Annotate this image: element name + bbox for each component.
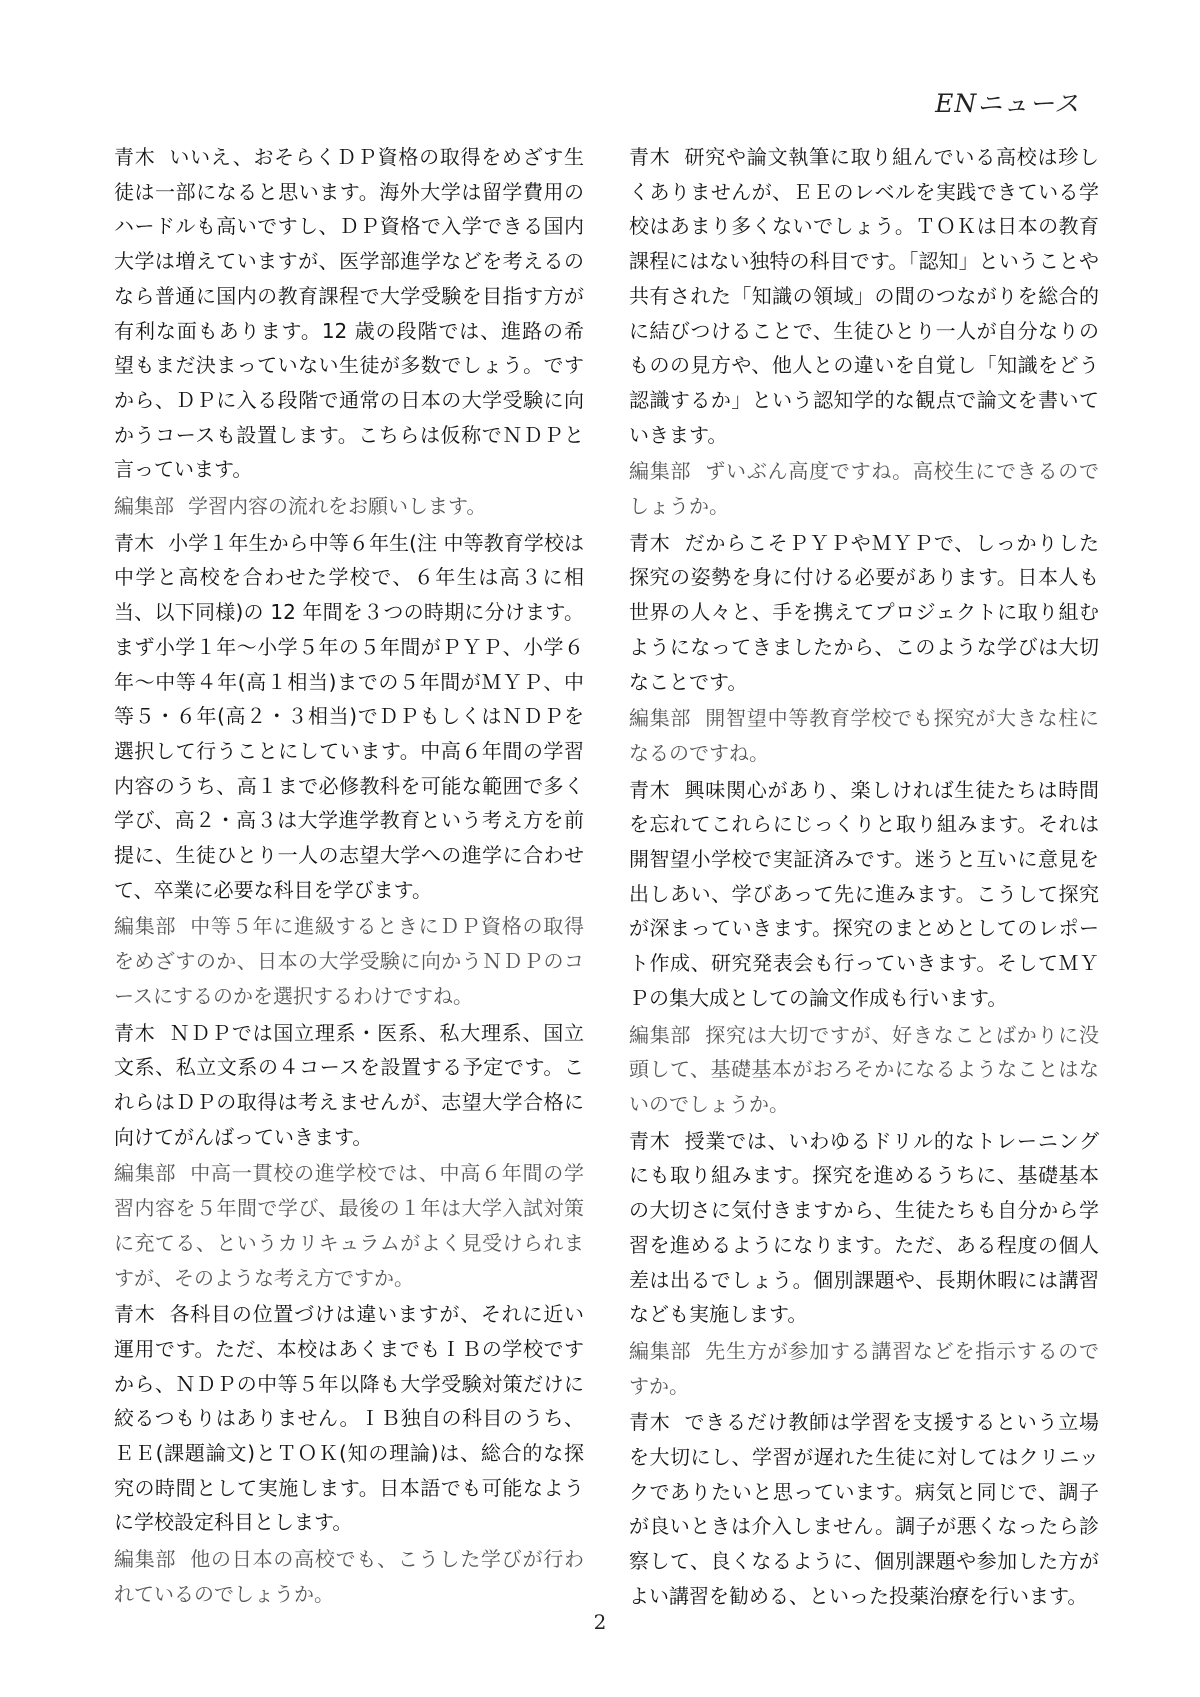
speaker-name: 編集部 [114, 494, 174, 519]
paragraph-text: 探究は大切ですが、好きなことばかりに没頭して、基礎基本がおろそかになるようなことはないのでしょうか。 [629, 1022, 1100, 1116]
left-column [114, 140, 584, 1614]
speaker-name: 青木 [629, 1410, 671, 1435]
interviewee-paragraph [114, 526, 584, 908]
paragraph-text: 授業では、いわゆるドリル的なトレーニングにも取り組みます。探究を進めるうちに、基礎基本の大切さに気付きますから、生徒たちも自分から学習を進めるようになります。ただ、ある程度の個人差は出るでしょう。個別課題や、長期休暇には講習なども実施します。 [629, 1128, 1099, 1327]
paragraph-text: 中高一貫校の進学校では、中高６年間の学習内容を５年間で学び、最後の１年は大学入試対策に充てる、というカリキュラムがよく見受けられますが、そのような考え方ですか。 [114, 1161, 585, 1290]
speaker-name: 編集部 [629, 1338, 692, 1363]
editor-question-paragraph [629, 1018, 1099, 1122]
speaker-name: 編集部 [629, 459, 692, 484]
interviewee-paragraph [114, 1016, 584, 1155]
paragraph-text: だからこそＰＹＰやＭＹＰで、しっかりした探究の姿勢を身に付ける必要があります。日本人も世界の人々と、手を携えてプロジェクトに取り組むようになってきましたから、このような学びは大切なことです。 [629, 530, 1099, 694]
speaker-name: 青木 [114, 1020, 156, 1045]
speaker-name: 青木 [629, 145, 671, 169]
paragraph-text: 各科目の位置づけは違いますが、それに近い運用です。ただ、本校はあくまでもＩＢの学校ですから、ＮＤＰの中等５年以降も大学受験対策だけに絞るつもりはありません。ＩＢ独自の科目のうち、ＥＥ(課題論文)とＴＯＫ(知の理論)は、総合的な探究の時間として実施します。日本語でも可能なように学校設定科目とします。 [114, 1302, 585, 1535]
paragraph-text: 小学１年生から中等６年生(注 中等教育学校は中学と高校を合わせた学校で、６年生は高３に相当、以下同様)の 12 年間を３つの時期に分けます。まず小学１年～小学５年の５年間がＰＹＰ、小学６年～中等４年(高１相当)までの５年間がＭＹＰ、中等５・６年(高２・３相当)でＤＰもしくはＮＤＰを選択して行うことにしています。中高６年間の学習内容のうち、高１まで必修教科を可能な範囲で多く学び、高２・高３は大学進学教育という考え方を前提に、生徒ひとり一人の志望大学への進学に合わせて、卒業に必要な科目を学びます。 [114, 530, 585, 902]
speaker-name: 編集部 [114, 1161, 177, 1186]
interviewee-paragraph [629, 140, 1099, 452]
interviewee-paragraph [114, 140, 584, 487]
paragraph-text: 中等５年に進級するときにＤＰ資格の取得をめざすのか、日本の大学受験に向かうＮＤＰのコースにするのかを選択するわけですね。 [114, 914, 585, 1008]
speaker-name: 編集部 [629, 1022, 692, 1047]
paragraph-text: 開智望中等教育学校でも探究が大きな柱になるのですね。 [629, 706, 1100, 765]
interviewee-paragraph [629, 1124, 1099, 1332]
editor-question-paragraph [629, 701, 1099, 770]
speaker-name: 編集部 [114, 914, 177, 939]
right-column [629, 140, 1099, 1616]
speaker-name: 青木 [629, 1128, 671, 1153]
speaker-name: 青木 [629, 777, 671, 802]
editor-question-paragraph [629, 454, 1099, 523]
paragraph-text: できるだけ教師は学習を支援するという立場を大切にし、学習が遅れた生徒に対してはクリニックでありたいと思っています。病気と同じで、調子が良いときは介入しません。調子が悪くなったら診察して、良くなるように、個別課題や参加した方がよい講習を勧める、といった投薬治療を行います。 [629, 1410, 1100, 1608]
editor-question-paragraph [629, 1334, 1099, 1403]
editor-question-paragraph [114, 909, 584, 1013]
interviewee-paragraph [114, 1297, 584, 1540]
interviewee-paragraph [629, 1405, 1099, 1613]
paragraph-text: 学習内容の流れをお願いします。 [188, 494, 487, 519]
speaker-name: 青木 [114, 1302, 156, 1327]
interviewee-paragraph [629, 773, 1099, 1016]
paragraph-text: 先生方が参加する講習などを指示するのですか。 [629, 1338, 1100, 1398]
speaker-name: 青木 [114, 145, 156, 169]
paragraph-text: いいえ、おそらくＤＰ資格の取得をめざす生徒は一部になると思います。海外大学は留学費用のハードルも高いですし、ＤＰ資格で入学できる国内大学は増えていますが、医学部進学などを考えるのなら普通に国内の教育課程で大学受験を目指す方が有利な面もあります。12 歳の段階では、進路の希望もまだ決まっていない生徒が多数でしょう。ですから、ＤＰに入る段階で通常の日本の大学受験に向かうコースも設置します。こちらは仮称でＮＤＰと言っています。 [114, 145, 585, 482]
editor-question-paragraph [114, 1542, 584, 1611]
paragraph-text: 研究や論文執筆に取り組んでいる高校は珍しくありませんが、ＥＥのレベルを実践できている学校はあまり多くないでしょう。ＴＯＫは日本の教育課程にはない独特の科目です。「認知」ということや共有された「知識の領域」の間のつながりを総合的に結びつけることで、生徒ひとり一人が自分なりのものの見方や、他人との違いを自覚し「知識をどう認識するか」という認知学的な観点で論文を書いていきます。 [629, 145, 1100, 447]
paragraph-text: 興味関心があり、楽しければ生徒たちは時間を忘れてこれらにじっくりと取り組みます。それは開智望小学校で実証済みです。迷うと互いに意見を出しあい、学びあって先に進みます。こうして探究が深まっていきます。探究のまとめとしてのレポート作成、研究発表会も行っていきます。そしてＭＹＰの集大成としての論文作成も行います。 [629, 777, 1100, 1010]
speaker-name: 青木 [629, 530, 671, 555]
editor-question-paragraph [114, 1156, 584, 1295]
speaker-name: 編集部 [629, 706, 692, 731]
editor-question-paragraph [114, 489, 584, 524]
paragraph-text: ＮＤＰでは国立理系・医系、私大理系、国立文系、私立文系の４コースを設置する予定です。これらはＤＰの取得は考えませんが、志望大学合格に向けてがんばっていきます。 [114, 1020, 585, 1149]
speaker-name: 編集部 [114, 1547, 177, 1572]
speaker-name: 青木 [114, 530, 155, 555]
paragraph-text: ずいぶん高度ですね。高校生にできるのでしょうか。 [629, 459, 1100, 519]
page-number: 2 [593, 1610, 607, 1634]
newsletter-header-label: ENニュース [935, 89, 1080, 118]
interviewee-paragraph [629, 526, 1099, 700]
paragraph-text: 他の日本の高校でも、こうした学びが行われているのでしょうか。 [114, 1547, 585, 1606]
